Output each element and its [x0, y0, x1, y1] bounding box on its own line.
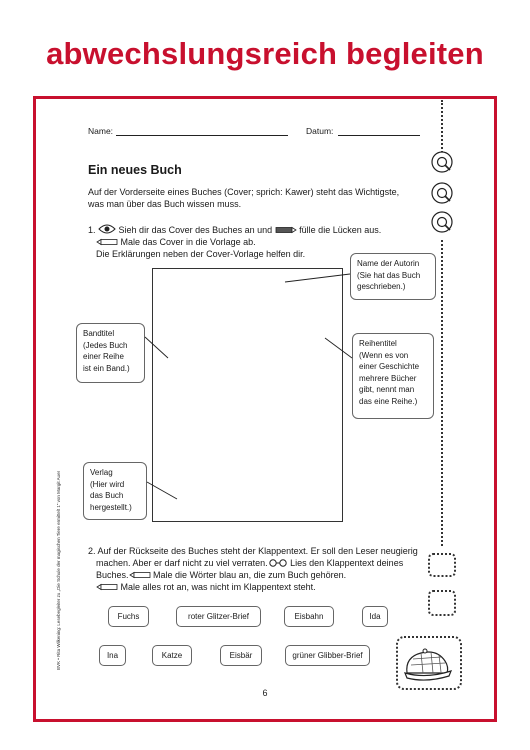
task1-text-a: Sieh dir das Cover des Buches an und [118, 225, 273, 235]
intro-line: was man über das Buch wissen muss. [88, 199, 242, 209]
callout-text: ist ein Band.) [83, 363, 130, 373]
callout-text: geschrieben.) [357, 282, 406, 291]
glasses-icon [268, 558, 288, 570]
pencil-icon [96, 582, 118, 594]
task2-text-2b: Lies den Klappentext deines [290, 558, 404, 568]
word-box[interactable]: Eisbahn [284, 606, 334, 627]
detective-hat-icon [401, 645, 455, 688]
word-box[interactable]: Ina [99, 645, 126, 666]
task2-text-1: Auf der Rückseite des Buches steht der Klappentext. Er soll den Leser neugierig [97, 546, 418, 556]
task1-text-2: Male das Cover in die Vorlage ab. [120, 237, 256, 247]
callout-text: (Wenn es von [359, 350, 409, 360]
task2-text-4: Male alles rot an, was nicht im Klappentext steht. [120, 582, 316, 592]
callout-text: das eine Reihe.) [359, 396, 418, 406]
callout-text: mehrere Bücher [359, 373, 417, 383]
callout-text: Name der Autorin [357, 259, 420, 268]
word-box[interactable]: Eisbär [220, 645, 262, 666]
task2-line2 [96, 557, 403, 570]
pointer-line-verlag [147, 482, 177, 499]
callout-text: gibt, nennt man [359, 385, 415, 394]
callout-text: (Hier wird [90, 479, 125, 489]
task1-number: 1. [88, 225, 96, 235]
callout-text: Verlag [90, 468, 113, 477]
task2-text-2a: machen. Aber er darf nicht zu viel verraten. [96, 558, 268, 568]
callout-text: das Buch [90, 491, 124, 500]
callout-text: einer Geschichte [359, 362, 420, 371]
callout-text: einer Reihe [83, 352, 124, 361]
page-title: Ein neues Buch [88, 163, 182, 177]
page-number: 6 [262, 688, 268, 698]
pointer-line-bandtitel [145, 337, 168, 358]
page-headline: abwechslungsreich begleiten [46, 36, 484, 71]
callout-text: (Jedes Buch [83, 340, 128, 350]
intro-line: Auf der Vorderseite eines Buches (Cover; sprich: Kawer) steht das Wichtigste, [88, 187, 400, 197]
dotted-puzzle-piece [428, 553, 456, 577]
task2-line3 [96, 569, 346, 582]
word-box[interactable]: grüner Glibber-Brief [285, 645, 370, 666]
task1-text-b: fülle die Lücken aus. [299, 225, 382, 235]
pointer-line-reihentitel [325, 338, 352, 358]
side-credit [56, 440, 70, 670]
date-label: Datum: [306, 126, 334, 136]
task1-text-3: Die Erklärungen neben der Cover-Vorlage helfen dir. [96, 249, 306, 259]
pointer-line-autorin [285, 274, 350, 282]
dotted-puzzle-piece [428, 590, 456, 616]
task2-text-3b: Male die Wörter blau an, die zum Buch gehören. [153, 570, 347, 580]
task2-line1 [88, 545, 418, 557]
name-label: Name: [88, 126, 114, 136]
side-credit-text: BVK • Rita Wilkening: Lesebegleiter zu „Die Schule der magischen Tiere ermittelt 1“ von Margit Auer [56, 470, 61, 670]
task2-text-3a: Buches. [96, 570, 129, 580]
pencil-icon [129, 570, 151, 582]
callout-text: Bandtitel [83, 329, 115, 338]
task2-line4 [96, 581, 316, 594]
callout-text: Reihentitel [359, 339, 397, 348]
callout-text: hergestellt.) [90, 502, 132, 512]
word-box[interactable]: Katze [152, 645, 192, 666]
word-box[interactable]: Fuchs [108, 606, 149, 627]
callout-text: (Sie hat das Buch [357, 270, 421, 280]
word-box[interactable]: roter Glitzer-Brief [176, 606, 261, 627]
word-box[interactable]: Ida [362, 606, 388, 627]
task2-number: 2. [88, 546, 96, 556]
